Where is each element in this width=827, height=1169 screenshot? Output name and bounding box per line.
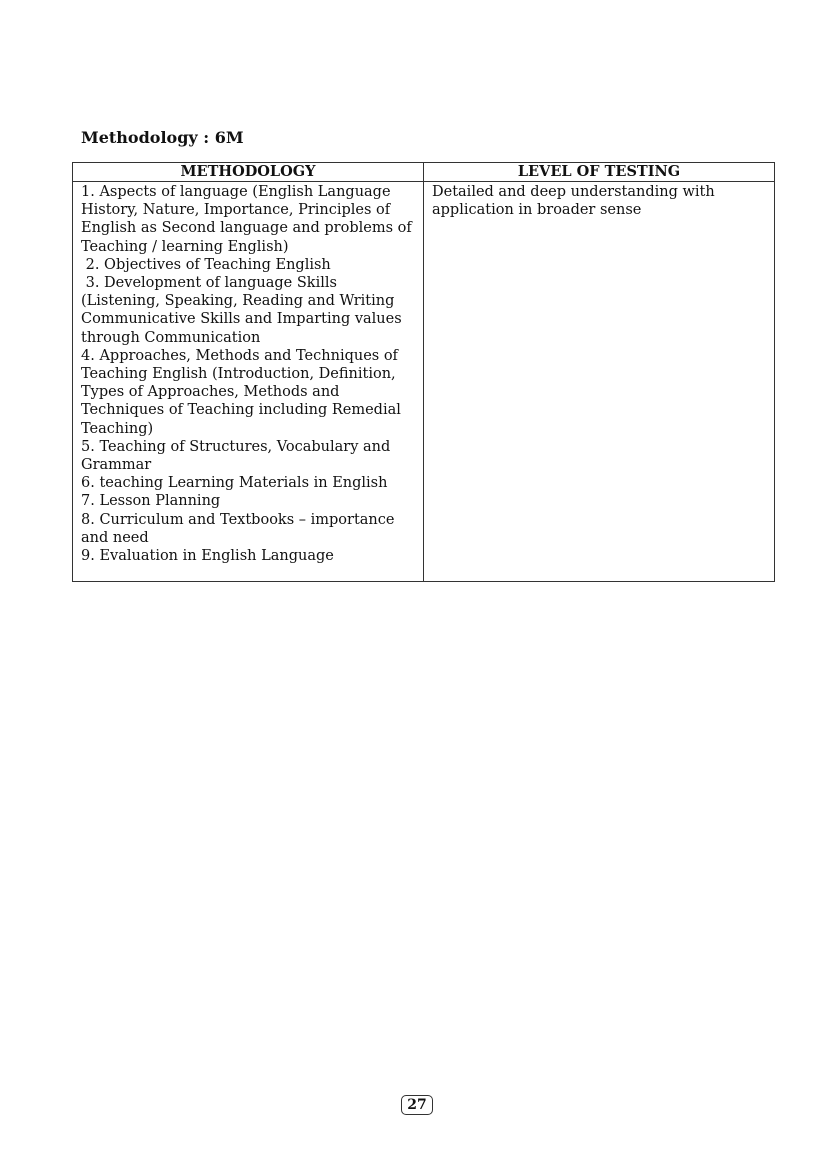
methodology-table — [72, 162, 775, 582]
methodology-column-header: METHODOLOGY — [73, 163, 424, 182]
topic-item: 4. Approaches, Methods and Techniques of Teaching English (Introduction, Definition, Types of Approaches, Methods and Techniques of Teaching including Remedial Teaching) — [81, 347, 406, 437]
topic-item: 1. Aspects of language (English Language History, Nature, Importance, Principles of English as Second language and problems of Teaching / learning English) — [81, 184, 417, 255]
topic-item: 9. Evaluation in English Language — [81, 548, 334, 565]
topic-item: 3. Development of language Skills (Listening, Speaking, Reading and Writing Communicative Skills and Imparting values through Communication — [81, 275, 407, 346]
page-number: 27 — [401, 1095, 433, 1115]
table-header-row — [73, 163, 775, 182]
topic-item: 7. Lesson Planning — [81, 493, 221, 510]
level-of-testing-cell: Detailed and deep understanding with application in broader sense — [424, 182, 775, 582]
section-heading: Methodology : 6M — [81, 128, 244, 147]
level-of-testing-column-header: LEVEL OF TESTING — [424, 163, 775, 182]
methodology-cell — [73, 182, 424, 582]
topic-item: 6. teaching Learning Materials in English — [81, 475, 388, 492]
table-row — [73, 182, 775, 582]
topic-item: 2. Objectives of Teaching English — [81, 256, 331, 273]
methodology-topic-list — [81, 183, 415, 565]
topic-item: 5. Teaching of Structures, Vocabulary and Grammar — [81, 438, 395, 474]
topic-item: 8. Curriculum and Textbooks – importance and need — [81, 511, 400, 546]
